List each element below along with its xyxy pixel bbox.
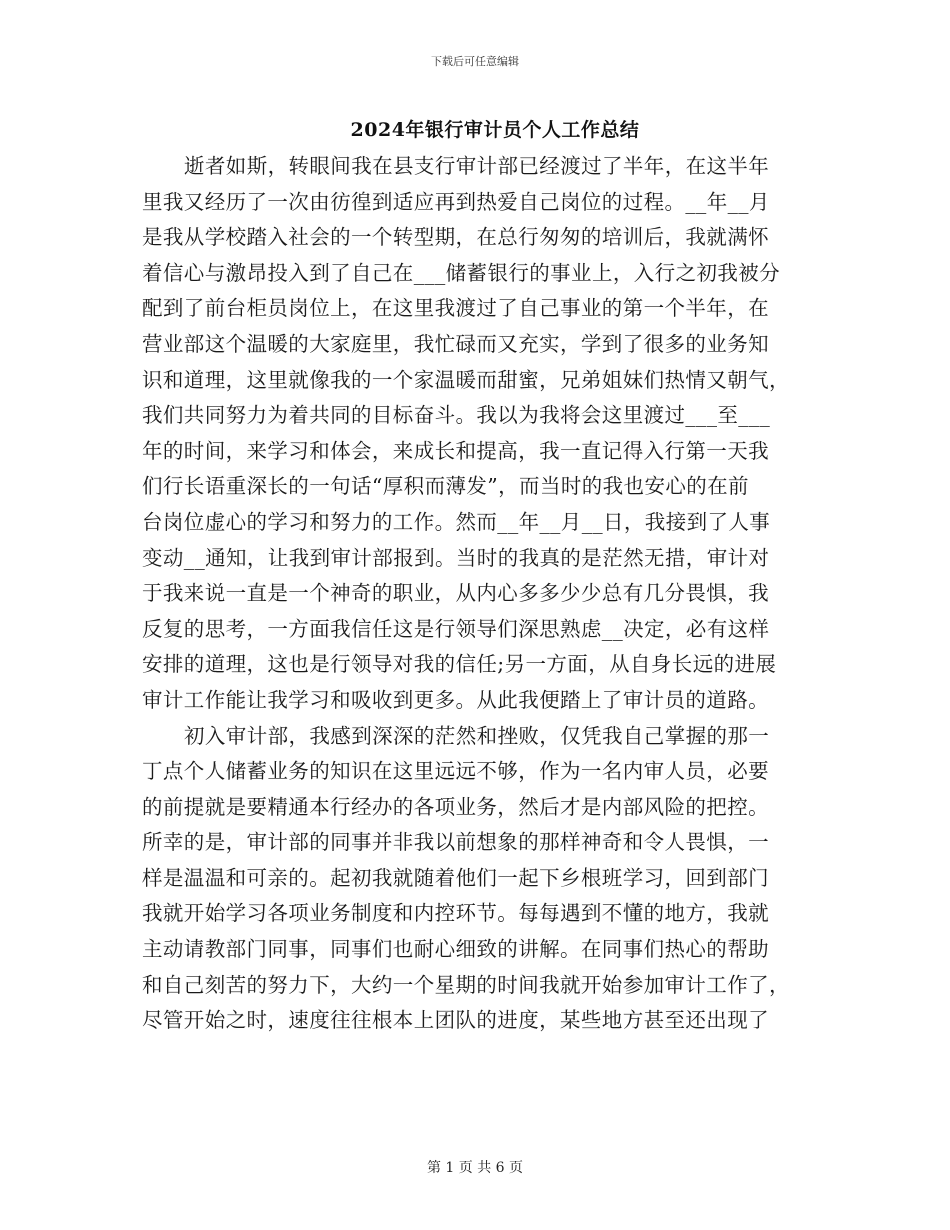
text-line: 逝者如斯，转眼间我在县支行审计部已经渡过了半年，在这半年: [184, 154, 770, 178]
text-line: 审计工作能让我学习和吸收到更多。从此我便踏上了审计员的道路。: [142, 687, 769, 712]
page-header-note: 下载后可任意编辑: [431, 55, 519, 68]
document-title: 2024年银行审计员个人工作总结: [350, 119, 640, 141]
page-number: 第 1 页 共 6 页: [426, 1160, 524, 1176]
text-line: 们行长语重深长的一句话“厚积而薄发”，而当时的我也安心的在前: [142, 474, 749, 499]
text-line: 里我又经历了一次由彷徨到适应再到热爱自己岗位的过程。__年__月: [142, 189, 770, 214]
text-line: 年的时间，来学习和体会，来成长和提高，我一直记得入行第一天我: [142, 438, 769, 463]
text-line: 着信心与激昂投入到了自己在___储蓄银行的事业上，入行之初我被分: [142, 260, 781, 285]
text-line: 的前提就是要精通本行经办的各项业务，然后才是内部风险的把控。: [142, 794, 769, 819]
text-line: 所幸的是，审计部的同事并非我以前想象的那样神奇和令人畏惧，一: [142, 830, 769, 855]
text-line: 反复的思考，一方面我信任这是行领导们深思熟虑__决定，必有这样: [142, 616, 770, 641]
text-line: 识和道理，这里就像我的一个家温暖而甜蜜，兄弟姐妹们热情又朝气，: [142, 367, 790, 392]
text-line: 主动请教部门同事，同事们也耐心细致的讲解。在同事们热心的帮助: [142, 937, 769, 962]
document-body: [142, 149, 802, 1039]
text-line: 初入审计部，我感到深深的茫然和挫败，仅凭我自己掌握的那一: [184, 723, 770, 748]
text-line: 营业部这个温暖的大家庭里，我忙碌而又充实，学到了很多的业务知: [142, 331, 769, 356]
text-line: 是我从学校踏入社会的一个转型期，在总行匆匆的培训后，我就满怀: [142, 225, 769, 250]
text-line: 台岗位虚心的学习和努力的工作。然而__年__月__日，我接到了人事: [142, 509, 771, 534]
text-line: 变动__通知，让我到审计部报到。当时的我真的是茫然无措，审计对: [142, 545, 770, 570]
text-line: 于我来说一直是一个神奇的职业，从内心多多少少总有几分畏惧，我: [142, 581, 769, 606]
text-line: 我就开始学习各项业务制度和内控环节。每每遇到不懂的地方，我就: [142, 901, 769, 926]
text-line: 我们共同努力为着共同的目标奋斗。我以为我将会这里渡过___至___: [142, 403, 771, 428]
text-line: 丁点个人储蓄业务的知识在这里远远不够，作为一名内审人员，必要: [142, 759, 769, 784]
text-line: 尽管开始之时，速度往往根本上团队的进度，某些地方甚至还出现了: [142, 1008, 769, 1033]
text-line: 和自己刻苦的努力下，大约一个星期的时间我就开始参加审计工作了，: [142, 972, 790, 997]
text-line: 安排的道理，这也是行领导对我的信任;另一方面，从自身长远的进展: [142, 652, 777, 677]
text-line: 配到了前台柜员岗位上，在这里我渡过了自己事业的第一个半年，在: [142, 296, 769, 321]
paragraph: [142, 149, 802, 719]
paragraph: [142, 719, 802, 1039]
text-line: 样是温温和可亲的。起初我就随着他们一起下乡根班学习，回到部门: [142, 865, 769, 890]
